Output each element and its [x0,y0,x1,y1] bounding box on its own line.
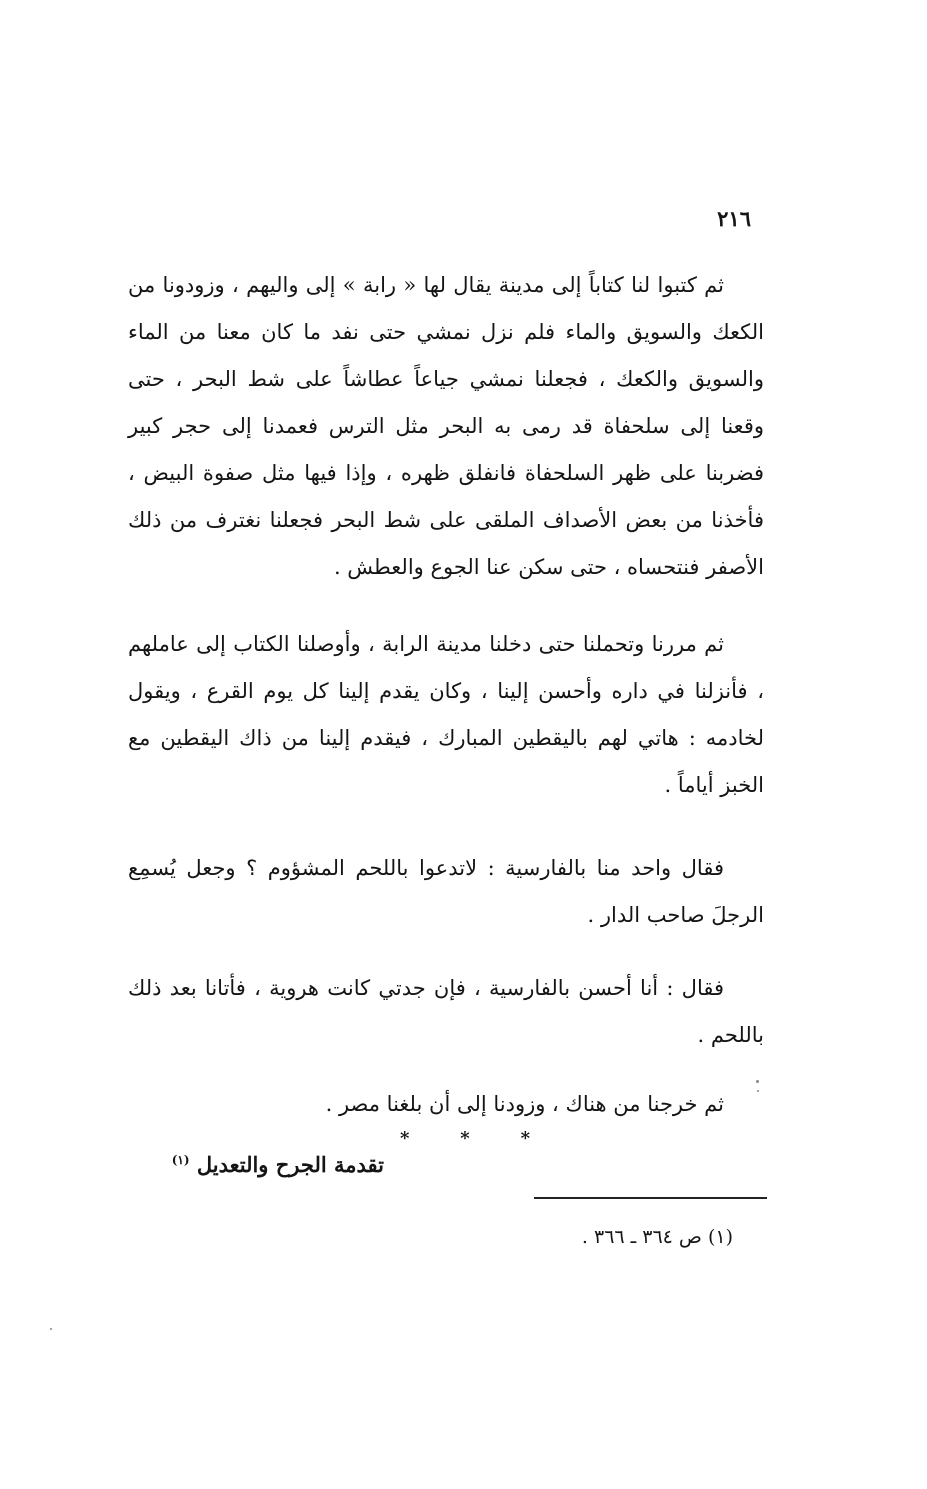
paragraph-5: ثم خرجنا من هناك ، وزودنا إلى أن بلغنا مصر . [325,1092,724,1116]
separator-star: * [460,1128,470,1149]
footnote: (١) ص ٣٦٤ ـ ٣٦٦ . [581,1226,733,1248]
scan-speck [50,1328,52,1330]
separator-star: * [400,1128,410,1149]
scan-speck [756,1080,759,1083]
paragraph-1: ثم كتبوا لنا كتاباً إلى مدينة يقال لها « رابة » إلى واليهم ، وزودونا من الكعك والسويق والماء فلم نزل نمشي حتى نفد ما كان معنا من الماء والسويق والكعك ، فجعلنا نمشي جياعاً عطاشاً على شط البحر ، حتى وقعنا إلى سلحفاة قد رمى به البحر مثل الترس فعمدنا إلى حجر كبير فضربنا على ظهر السلحفاة فانفلق ظهره ، وإذا فيها مثل صفوة البيض ، فأخذنا من بعض الأصداف الملقى على شط البحر فجعلنا نغترف من ذلك الأصفر فنتحساه ، حتى سكن عنا الجوع والعطش . [128,273,764,579]
body-text [128,262,764,1185]
separator-star: * [520,1128,530,1149]
paragraph-3: فقال واحد منا بالفارسية : لاتدعوا باللحم المشؤوم ؟ وجعل يُسمِع الرجلَ صاحب الدار . [128,856,764,927]
page-number: ٢١٦ [717,206,751,231]
paragraph-4: فقال : أنا أحسن بالفارسية ، فإن جدتي كانت هروية ، فأتانا بعد ذلك باللحم . [128,976,764,1047]
section-separator [400,1128,530,1149]
footnote-divider [534,1197,767,1199]
paragraph-2: ثم مررنا وتحملنا حتى دخلنا مدينة الرابة ، وأوصلنا الكتاب إلى عاملهم ، فأنزلنا في داره وأحسن إلينا ، وكان يقدم إلينا كل يوم القرع ، ويقول لخادمه : هاتي لهم باليقطين المبارك ، فيقدم إلينا من ذاك اليقطين مع الخبز أياماً . [128,632,764,797]
footnote-reference: (١) [171,1153,190,1167]
scan-speck [757,1090,759,1092]
section-heading-text: تقدمة الجرح والتعديل [196,1152,384,1177]
